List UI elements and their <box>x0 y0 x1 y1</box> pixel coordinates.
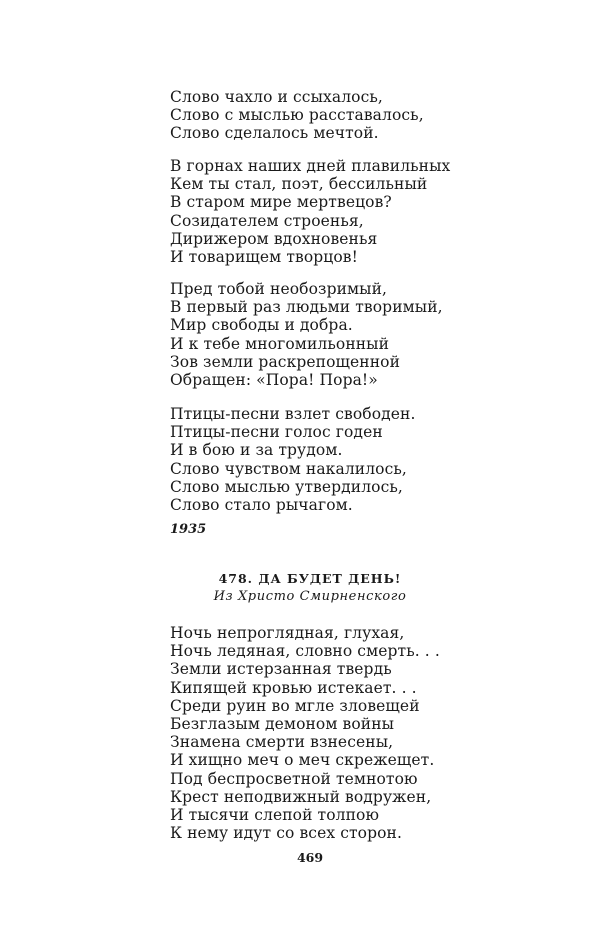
stanza-2 <box>170 157 450 266</box>
poem-line: И к тебе многомильонный <box>170 334 390 353</box>
stanza-4 <box>170 405 416 514</box>
poem-line: И хищно меч о меч скрежещет. <box>170 751 435 770</box>
poem-line: Слово стало рычагом. <box>170 496 353 515</box>
poem-line: Слово чувством накалилось, <box>170 459 407 478</box>
poem-line: И в бою и за трудом. <box>170 441 343 460</box>
poem-line: Среди руин во мгле зловещей <box>170 696 420 715</box>
poem-line: Птицы-песни взлет свободен. <box>170 405 416 423</box>
stanza-3 <box>170 280 443 389</box>
poem-line: Земли истерзанная твердь <box>170 660 392 679</box>
poem-line: Дирижером вдохновенья <box>170 229 378 248</box>
poem-line: В старом мире мертвецов? <box>170 193 392 212</box>
stanza-1 <box>170 88 424 143</box>
poem-line: В горнах наших дней плавильных <box>170 157 451 175</box>
poem-line: Слово чахло и ссыхалось, <box>170 88 383 106</box>
poem-line: Слово мыслью утвердилось, <box>170 477 403 496</box>
poem-line: Ночь непроглядная, глухая, <box>170 624 405 642</box>
poem-line: Кем ты стал, поэт, бессильный <box>170 175 428 194</box>
poem-line: И тысячи слепой толпою <box>170 806 380 825</box>
poem-line: Обращен: «Пора! Пора!» <box>170 371 378 390</box>
poem-line: Ночь ледяная, словно смерть. . . <box>170 642 440 661</box>
poem-line: Кипящей кровью истекает. . . <box>170 678 417 697</box>
poem-line: Под беспросветной темнотою <box>170 769 418 788</box>
page-number: 469 <box>296 850 324 865</box>
poem-line: Безглазым демоном войны <box>170 715 395 734</box>
poem-line: И товарищем творцов! <box>170 248 358 267</box>
stanza-5 <box>170 624 440 842</box>
poem-line: Слово сделалось мечтой. <box>170 124 379 143</box>
poem-line: К нему идут со всех сторон. <box>170 824 403 843</box>
poem-line: Зов земли раскрепощенной <box>170 352 401 371</box>
poem-line: Птицы-песни голос годен <box>170 423 383 442</box>
poem-title: 478. ДА БУДЕТ ДЕНЬ! <box>218 571 402 586</box>
poem-line: Крест неподвижный водружен, <box>170 787 432 806</box>
poem-line: Созидателем строенья, <box>170 211 364 230</box>
poem-subtitle: Из Христо Смирненского <box>213 589 407 604</box>
poem-line: Слово с мыслью расставалось, <box>170 106 424 125</box>
poem-line: В первый раз людьми творимый, <box>170 298 443 317</box>
poem-year: 1935 <box>170 522 207 537</box>
poem-line: Пред тобой необозримый, <box>170 280 388 298</box>
poem-line: Мир свободы и добра. <box>170 316 353 335</box>
poem-line: Знамена смерти взнесены, <box>170 733 394 752</box>
